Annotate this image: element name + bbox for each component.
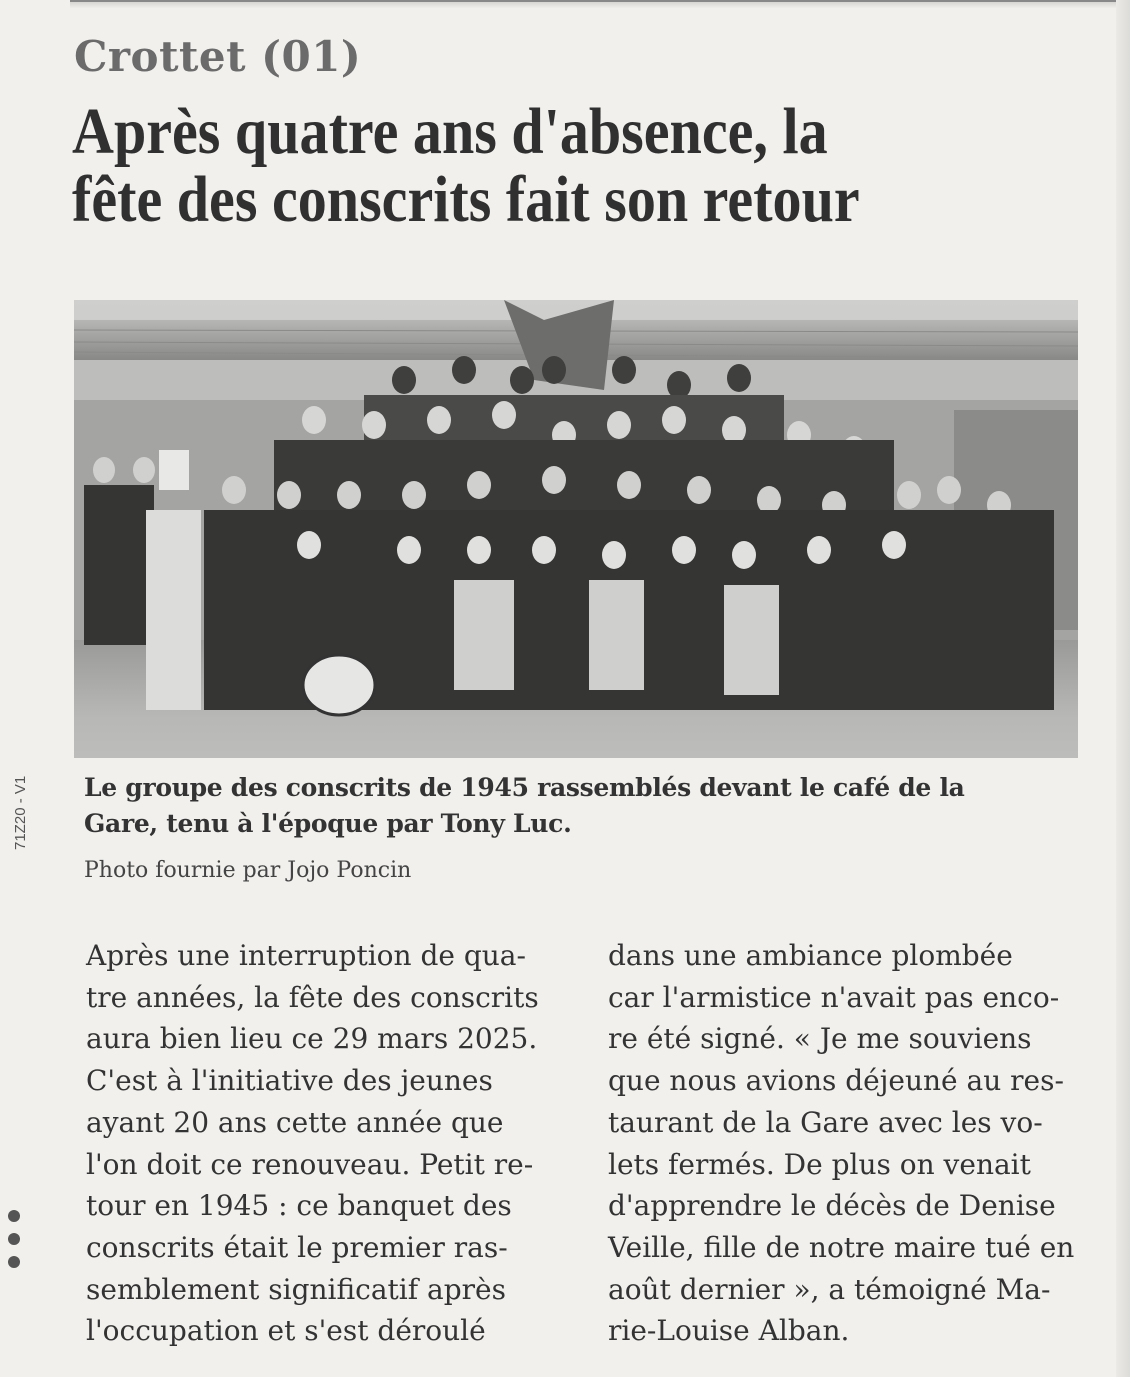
body-line: d'apprendre le décès de Denise (608, 1189, 1056, 1223)
body-line: tour en 1945 : ce banquet des (86, 1189, 512, 1223)
body-line: Après une interruption de qua- (86, 939, 526, 972)
body-line: semblement significatif après (86, 1272, 506, 1306)
body-line: Veille, fille de notre maire tué en (608, 1230, 1075, 1264)
body-line: C'est à l'initiative des jeunes (86, 1064, 493, 1098)
article-headline (72, 95, 1110, 236)
body-line: car l'armistice n'avait pas enco- (608, 980, 1060, 1014)
body-line: que nous avions déjeuné au res- (608, 1064, 1064, 1098)
group-photo-image (74, 300, 1078, 758)
page-edge (1116, 0, 1130, 1377)
top-rule (70, 0, 1120, 8)
photo-credit: Photo fournie par Jojo Poncin (84, 858, 412, 883)
group-photo (74, 300, 1078, 758)
body-line: août dernier », a témoigné Ma- (608, 1272, 1051, 1306)
body-line: aura bien lieu ce 29 mars 2025. (86, 1022, 538, 1056)
body-line: ayant 20 ans cette année que (86, 1105, 504, 1139)
photo-caption (84, 770, 1084, 842)
page-code: 71Z20 - V1 (12, 775, 29, 850)
headline-line: fête des conscrits fait son retour (72, 163, 860, 236)
headline-line: Après quatre ans d'absence, la (72, 95, 828, 168)
body-line: tre années, la fête des conscrits (86, 980, 539, 1014)
body-column-right (608, 935, 1074, 1352)
body-line: taurant de la Gare avec les vo- (608, 1105, 1043, 1139)
body-line: l'on doit ce renouveau. Petit re- (86, 1147, 534, 1181)
body-line: dans une ambiance plombée (608, 939, 1013, 972)
caption-line: Le groupe des conscrits de 1945 rassemblés devant le café de la (84, 773, 965, 802)
dots-icon (8, 1210, 24, 1279)
body-line: l'occupation et s'est déroulé (86, 1314, 486, 1348)
body-line: rie-Louise Alban. (608, 1314, 850, 1348)
body-line: lets fermés. De plus on venait (608, 1147, 1031, 1181)
body-line: re été signé. « Je me souviens (608, 1022, 1032, 1056)
article-kicker: Crottet (01) (74, 32, 362, 81)
body-line: conscrits était le premier ras- (86, 1230, 508, 1264)
caption-line: Gare, tenu à l'époque par Tony Luc. (84, 809, 572, 838)
body-column-left (86, 935, 539, 1352)
